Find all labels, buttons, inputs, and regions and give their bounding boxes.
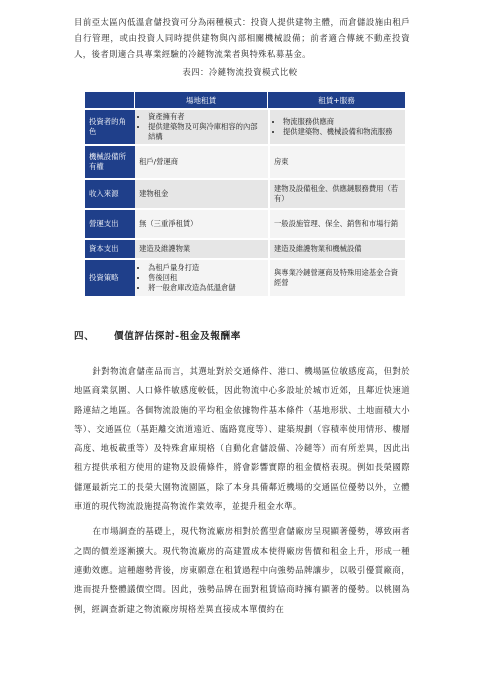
table-row [85, 238, 405, 258]
cell-site-lease [135, 108, 268, 144]
cell-lease-plus-service: 房東 [268, 144, 405, 178]
list-item: • 售後回租 [148, 273, 264, 283]
body-text [74, 362, 410, 625]
table-header-corner [85, 92, 135, 108]
list-item: • 資產擁有者 [148, 112, 264, 122]
bullet-list [274, 117, 401, 137]
table-caption: 表四：冷鏈物流投資模式比較 [182, 67, 298, 77]
cell-site-lease: 租戶/營運商 [135, 144, 268, 178]
investment-model-table [85, 92, 405, 296]
table-header-row [85, 92, 405, 108]
list-item: • 物流服務供應商 [283, 117, 401, 127]
body-paragraph: 針對物流倉儲產品而言，其選址對於交通條件、港口、機場區位敏感度高，但對於地區商業氛圍、人口條件敏感度較低，因此物流中心多設址於城市近郊，且鄰近快速道路連結之地區。各個物流設施的平均租金依據物件基本條件（基地形狀、土地面積大小等）、交通區位（基距離交流道遠近、臨路寬度等）、建築規劃（容積率使用情形、樓層高度、地板載重等）及特殊倉庫規格（自動化倉儲設備、冷鏈等）而有所差異，因此出租方提供承租方使用的建物及設備條件，將會影響實際的租金價格表現。例如長榮國際儲運最新完工的長榮大園物流園區，除了本身具備鄰近機場的交通區位優勢以外，立體車道的現代物流設施提高物流作業效率，並提升租金水準。 [74, 366, 410, 512]
cell-lease-plus-service: 與專業冷鏈營運商及特殊用途基金合資經營 [268, 258, 405, 296]
table-row [85, 208, 405, 238]
cell-lease-plus-service [268, 108, 405, 144]
row-header-capex: 資本支出 [85, 238, 135, 258]
section-number: 四、 [74, 331, 95, 342]
cell-lease-plus-service: 建物及設備租金、供應鏈服務費用（若有） [268, 178, 405, 208]
list-item: • 為租戶量身打造 [148, 263, 264, 273]
table-row [85, 178, 405, 208]
cell-site-lease: 建物租金 [135, 178, 268, 208]
cell-site-lease: 建造及維護物業 [135, 238, 268, 258]
table-header-site-lease: 場地租賃 [135, 92, 268, 108]
bullet-list [139, 263, 264, 293]
cell-lease-plus-service: 一般設施管理、保全、銷售和市場行銷 [268, 208, 405, 238]
row-header-strategy: 投資策略 [85, 258, 135, 296]
cell-site-lease: 無（三重淨租賃） [135, 208, 268, 238]
list-item: • 提供建築物、機械設備和物流服務 [283, 127, 401, 137]
table-header-lease-plus-service: 租賃+服務 [268, 92, 405, 108]
list-item: • 將一般倉庫改造為低溫倉儲 [148, 283, 264, 293]
table-row [85, 144, 405, 178]
row-header-revenue: 收入來源 [85, 178, 135, 208]
body-paragraph: 在市場調查的基礎上，現代物流廠房相對於舊型倉儲廠房呈現顯著優勢，導致兩者之間的價差逐漸擴大。現代物流廠房的高建置成本使得廠房售價和租金上升，形成一種連動效應。這種趨勢背後，房東願意在租賃過程中向強勢品牌讓步，以吸引優質廠商，進而提升整體議價空間。因此，強勢品牌在面對租賃協商時擁有顯著的優勢。以桃園為例，經調查新建之物流廠房規格差異直接成本單價約在 [74, 526, 410, 614]
row-header-investor-role: 投資者的角色 [85, 108, 135, 144]
bullet-list [139, 112, 264, 142]
cell-lease-plus-service: 建造及維護物業和機械設備 [268, 238, 405, 258]
intro-text: 目前亞太區內低溫倉儲投資可分為兩種模式：投資人提供建物主體，而倉儲設施由租戶自行管理，或由投資人同時提供建物與內部相關機械設備；前者適合傳統不動產投資人，後者則適合具專業經驗的冷鏈物流業者與特殊私募基金。 [74, 17, 410, 59]
intro-paragraph [74, 14, 410, 62]
cell-site-lease [135, 258, 268, 296]
row-header-equipment-ownership: 機械設備所有權 [85, 144, 135, 178]
section-heading [74, 328, 241, 342]
row-header-opex: 營運支出 [85, 208, 135, 238]
table-row [85, 108, 405, 144]
list-item: • 提供建築物及可與冷庫相容的內部結構 [148, 122, 264, 142]
section-title: 價值評估探討-租金及報酬率 [114, 331, 241, 342]
table-row [85, 258, 405, 296]
